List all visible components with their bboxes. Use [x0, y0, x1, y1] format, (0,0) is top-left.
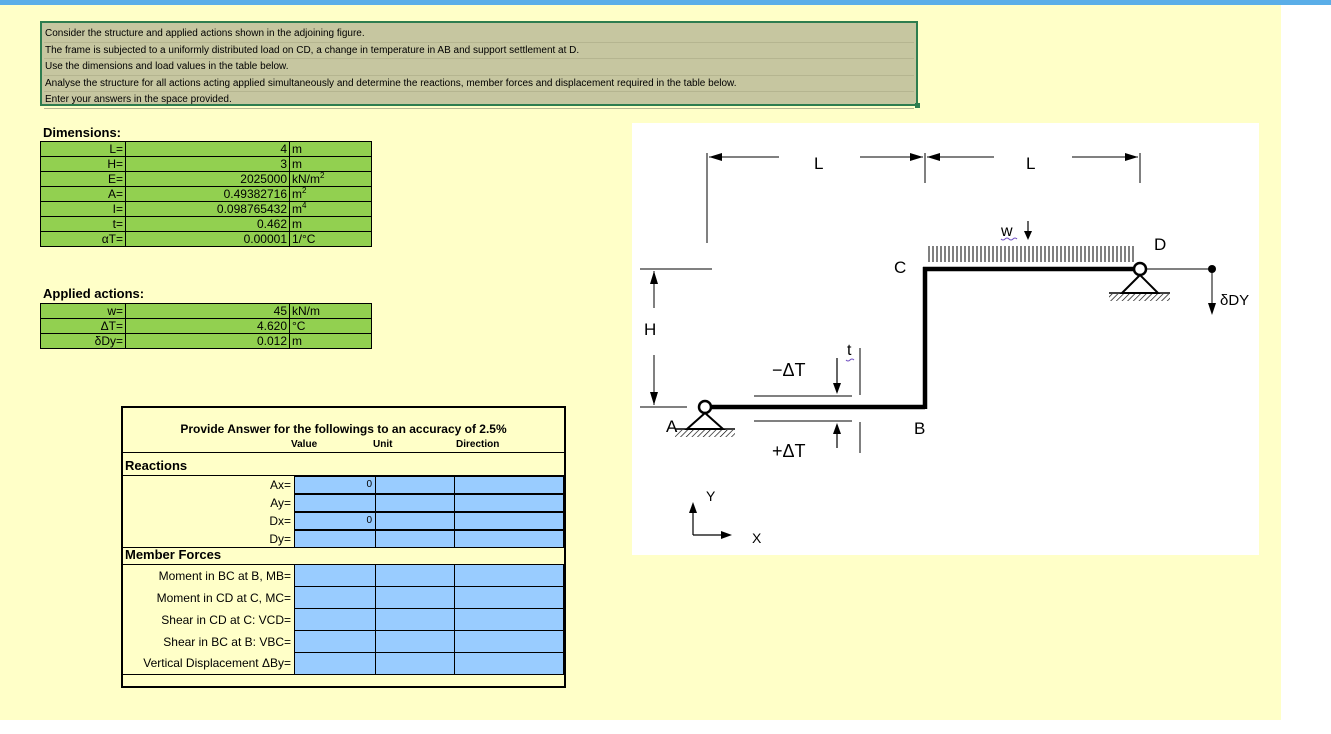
- label-w: w: [1001, 223, 1013, 240]
- param-label: t=: [41, 217, 126, 232]
- param-label: E=: [41, 172, 126, 187]
- param-unit: [290, 187, 372, 202]
- param-value[interactable]: 45: [126, 304, 290, 319]
- param-unit: m: [290, 142, 372, 157]
- frame-diagram: [632, 123, 1259, 555]
- param-label: δDy=: [41, 334, 126, 349]
- label-t: t: [847, 342, 852, 359]
- param-unit: °C: [290, 319, 372, 334]
- param-value[interactable]: 4.620: [126, 319, 290, 334]
- reaction-dy-value[interactable]: [294, 530, 376, 548]
- unit-text: kN/m: [292, 172, 320, 186]
- param-row-E: [41, 172, 372, 187]
- force-mb-direction[interactable]: [454, 564, 564, 587]
- param-label: H=: [41, 157, 126, 172]
- param-value[interactable]: 3: [126, 157, 290, 172]
- param-unit: [290, 172, 372, 187]
- instruction-line-3: Use the dimensions and load values in the table below.: [44, 59, 914, 76]
- label-C: C: [894, 258, 907, 277]
- reaction-dx-direction[interactable]: [454, 512, 564, 530]
- param-row-t: [41, 217, 372, 232]
- param-label: A=: [41, 187, 126, 202]
- unit-exponent: 4: [302, 201, 307, 210]
- reaction-label-ay: Ay=: [270, 496, 291, 510]
- applied-actions-title: Applied actions:: [43, 286, 145, 301]
- force-vcd-unit[interactable]: [375, 608, 455, 631]
- action-row-dDy: [41, 334, 372, 349]
- dimension-L: [707, 153, 1140, 243]
- label-X: X: [752, 530, 762, 546]
- temperature-indicators: [754, 348, 860, 453]
- force-mc-value[interactable]: [294, 586, 376, 609]
- reaction-dx-value[interactable]: 0: [294, 512, 376, 530]
- param-row-H: [41, 157, 372, 172]
- force-label-vbc: Shear in BC at B: VBC=: [163, 635, 291, 649]
- action-row-dT: [41, 319, 372, 334]
- force-mb-unit[interactable]: [375, 564, 455, 587]
- force-vbc-unit[interactable]: [375, 630, 455, 653]
- instruction-line-4: Analyse the structure for all actions acting applied simultaneously and determine the reactions, member forces and displacement required in the table below.: [44, 76, 914, 93]
- param-unit: [290, 202, 372, 217]
- param-unit: kN/m: [290, 304, 372, 319]
- applied-actions-table: [40, 303, 372, 349]
- reaction-label-ax: Ax=: [269, 478, 291, 492]
- force-vbc-value[interactable]: [294, 630, 376, 653]
- label-A: A: [666, 417, 678, 436]
- param-value[interactable]: 0.00001: [126, 232, 290, 247]
- force-label-vcd: Shear in CD at C: VCD=: [161, 613, 291, 627]
- reaction-dy-direction[interactable]: [454, 530, 564, 548]
- instruction-line-1: Consider the structure and applied actions shown in the adjoining figure.: [44, 26, 914, 43]
- reaction-ay-value[interactable]: [294, 494, 376, 512]
- distributed-load: [928, 246, 1134, 262]
- reaction-dx-unit[interactable]: [375, 512, 455, 530]
- instructions-box[interactable]: [40, 21, 918, 106]
- reaction-ax-value[interactable]: 0: [294, 476, 376, 494]
- displacement-by-value[interactable]: [294, 652, 376, 675]
- param-value[interactable]: 0.098765432: [126, 202, 290, 217]
- label-delta-DY: δDY: [1220, 292, 1250, 309]
- unit-text: m: [292, 187, 302, 201]
- load-arrowhead-icon: [1024, 231, 1032, 240]
- param-label: αT=: [41, 232, 126, 247]
- force-label-mc: Moment in CD at C, MC=: [156, 591, 291, 605]
- label-minus-dT: −ΔT: [772, 360, 806, 380]
- param-unit: m: [290, 334, 372, 349]
- param-label: w=: [41, 304, 126, 319]
- param-label: L=: [41, 142, 126, 157]
- reaction-ax-unit[interactable]: [375, 476, 455, 494]
- col-header-value: Value: [291, 439, 318, 450]
- reaction-ay-direction[interactable]: [454, 494, 564, 512]
- param-value[interactable]: 0.462: [126, 217, 290, 232]
- divider: [123, 452, 564, 453]
- instruction-line-2: The frame is subjected to a uniformly distributed load on CD, a change in temperature in AB and support settlement at D.: [44, 43, 914, 60]
- reaction-label-dx: Dx=: [269, 514, 291, 528]
- reaction-label-dy: Dy=: [269, 532, 291, 546]
- param-value[interactable]: 0.012: [126, 334, 290, 349]
- divider: [123, 674, 564, 675]
- displacement-label-by: Vertical Displacement ΔBy=: [143, 656, 291, 670]
- spell-underline-t: [846, 359, 854, 361]
- force-vcd-direction[interactable]: [454, 608, 564, 631]
- param-unit: m: [290, 217, 372, 232]
- label-plus-dT: +ΔT: [772, 441, 806, 461]
- param-value[interactable]: 2025000: [126, 172, 290, 187]
- label-B: B: [914, 419, 926, 438]
- settlement-indicator: [1147, 265, 1216, 315]
- displacement-by-unit[interactable]: [375, 652, 455, 675]
- reaction-ax-direction[interactable]: [454, 476, 564, 494]
- param-row-L: [41, 142, 372, 157]
- col-header-unit: Unit: [373, 439, 393, 450]
- col-header-direction: Direction: [456, 439, 500, 450]
- dimensions-title: Dimensions:: [43, 125, 122, 140]
- label-L-left: L: [814, 154, 824, 173]
- param-unit: 1/°C: [290, 232, 372, 247]
- unit-exponent: 2: [302, 186, 307, 195]
- param-row-I: [41, 202, 372, 217]
- force-label-mb: Moment in BC at B, MB=: [158, 569, 291, 583]
- dimensions-table: [40, 141, 372, 247]
- param-label: I=: [41, 202, 126, 217]
- force-mb-value[interactable]: [294, 564, 376, 587]
- param-label: ΔT=: [41, 319, 126, 334]
- reaction-dy-unit[interactable]: [375, 530, 455, 548]
- label-Y: Y: [706, 488, 716, 504]
- reaction-ay-unit[interactable]: [375, 494, 455, 512]
- param-value[interactable]: 4: [126, 142, 290, 157]
- reactions-title: Reactions: [125, 458, 188, 473]
- displacement-by-direction[interactable]: [454, 652, 564, 675]
- axes-icon: [689, 502, 732, 539]
- label-H: H: [644, 320, 657, 339]
- action-row-w: [41, 304, 372, 319]
- force-vcd-value[interactable]: [294, 608, 376, 631]
- label-L-right: L: [1026, 154, 1036, 173]
- param-row-alpha: [41, 232, 372, 247]
- answer-panel: [121, 406, 566, 688]
- selection-resize-handle[interactable]: [915, 103, 920, 108]
- force-mc-direction[interactable]: [454, 586, 564, 609]
- frame-figure: [632, 123, 1259, 555]
- force-mc-unit[interactable]: [375, 586, 455, 609]
- param-value[interactable]: 0.49382716: [126, 187, 290, 202]
- unit-exponent: 2: [320, 171, 325, 180]
- param-unit: m: [290, 157, 372, 172]
- unit-text: m: [292, 202, 302, 216]
- label-D: D: [1154, 235, 1167, 254]
- force-vbc-direction[interactable]: [454, 630, 564, 653]
- param-row-A: [41, 187, 372, 202]
- frame-members: [704, 267, 1140, 409]
- instruction-line-5: Enter your answers in the space provided.: [44, 92, 914, 109]
- answer-header: Provide Answer for the followings to an accuracy of 2.5%: [180, 422, 507, 436]
- member-forces-title: Member Forces: [125, 547, 222, 562]
